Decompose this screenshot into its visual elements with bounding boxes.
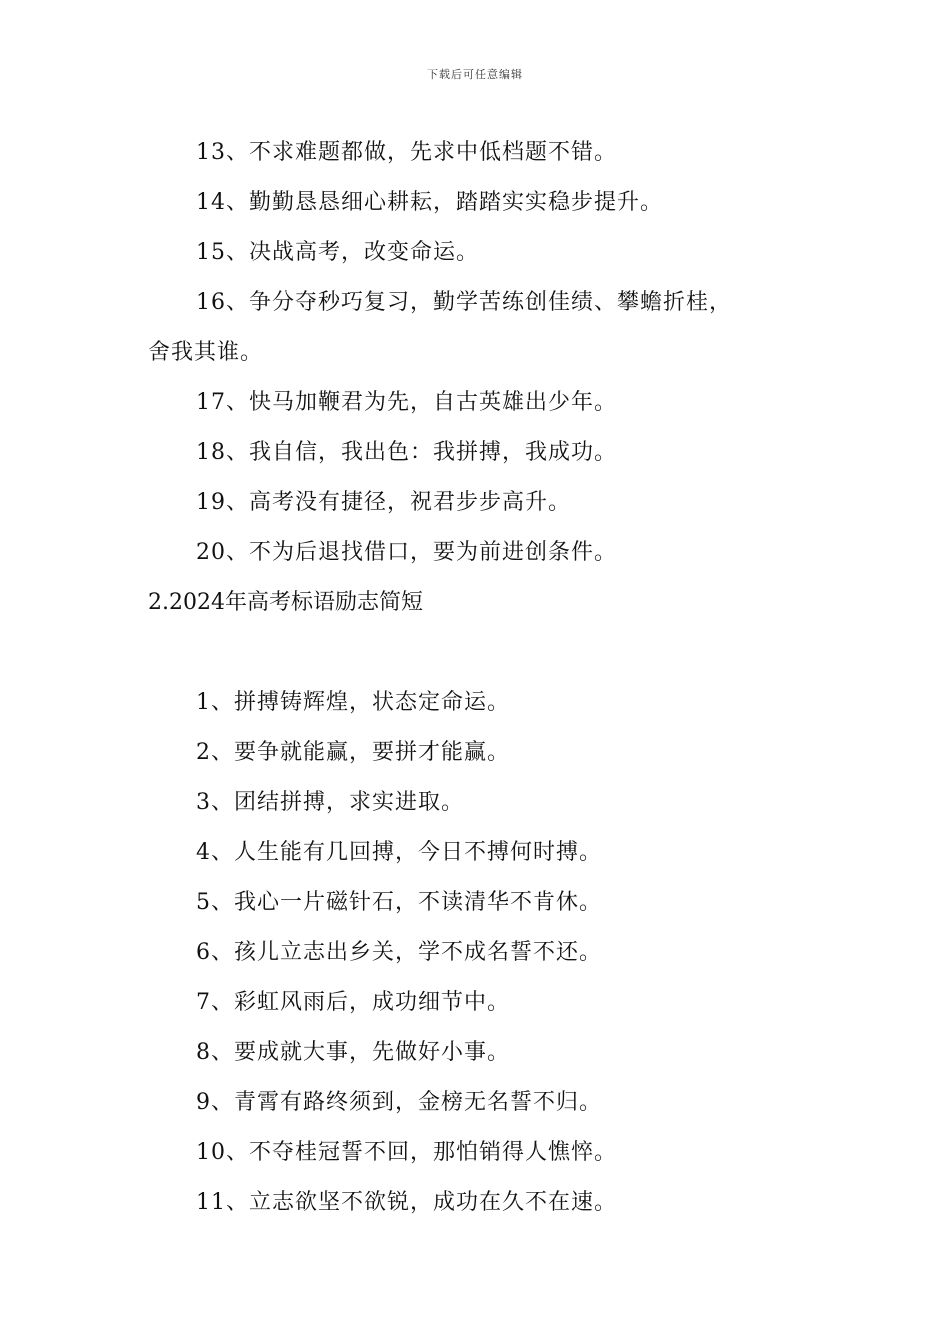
page-header: 下载后可任意编辑 <box>427 68 523 81</box>
slogan-17: 17、快马加鞭君为先，自古英雄出少年。 <box>196 390 617 415</box>
slogan-16: 16、争分夺秒巧复习，勤学苦练创佳绩、攀蟾折桂， <box>196 290 732 315</box>
slogan-3: 3、团结拼搏，求实进取。 <box>196 790 464 815</box>
slogan-7: 7、彩虹风雨后，成功细节中。 <box>196 990 510 1015</box>
slogan-16-continued: 舍我其谁。 <box>148 340 264 365</box>
slogan-8: 8、要成就大事，先做好小事。 <box>196 1040 510 1065</box>
slogan-15: 15、决战高考，改变命运。 <box>196 240 479 265</box>
slogan-18: 18、我自信，我出色：我拼搏，我成功。 <box>196 440 617 465</box>
slogan-2: 2、要争就能赢，要拼才能赢。 <box>196 740 510 765</box>
slogan-9: 9、青霄有路终须到，金榜无名誓不归。 <box>196 1090 602 1115</box>
slogan-19: 19、高考没有捷径，祝君步步高升。 <box>196 490 571 515</box>
slogan-5: 5、我心一片磁针石，不读清华不肯休。 <box>196 890 602 915</box>
slogan-6: 6、孩儿立志出乡关，学不成名誓不还。 <box>196 940 602 965</box>
slogan-1: 1、拼搏铸辉煌，状态定命运。 <box>196 690 510 715</box>
section-title: 2.2024年高考标语励志简短 <box>148 590 423 615</box>
slogan-20: 20、不为后退找借口，要为前进创条件。 <box>196 540 617 565</box>
document-body <box>148 128 818 1228</box>
slogan-13: 13、不求难题都做，先求中低档题不错。 <box>196 140 617 165</box>
slogan-10: 10、不夺桂冠誓不回，那怕销得人憔悴。 <box>196 1140 617 1165</box>
slogan-11: 11、立志欲坚不欲锐，成功在久不在速。 <box>196 1190 617 1215</box>
slogan-4: 4、人生能有几回搏，今日不搏何时搏。 <box>196 840 602 865</box>
spacer <box>148 628 818 678</box>
slogan-14: 14、勤勤恳恳细心耕耘，踏踏实实稳步提升。 <box>196 190 663 215</box>
